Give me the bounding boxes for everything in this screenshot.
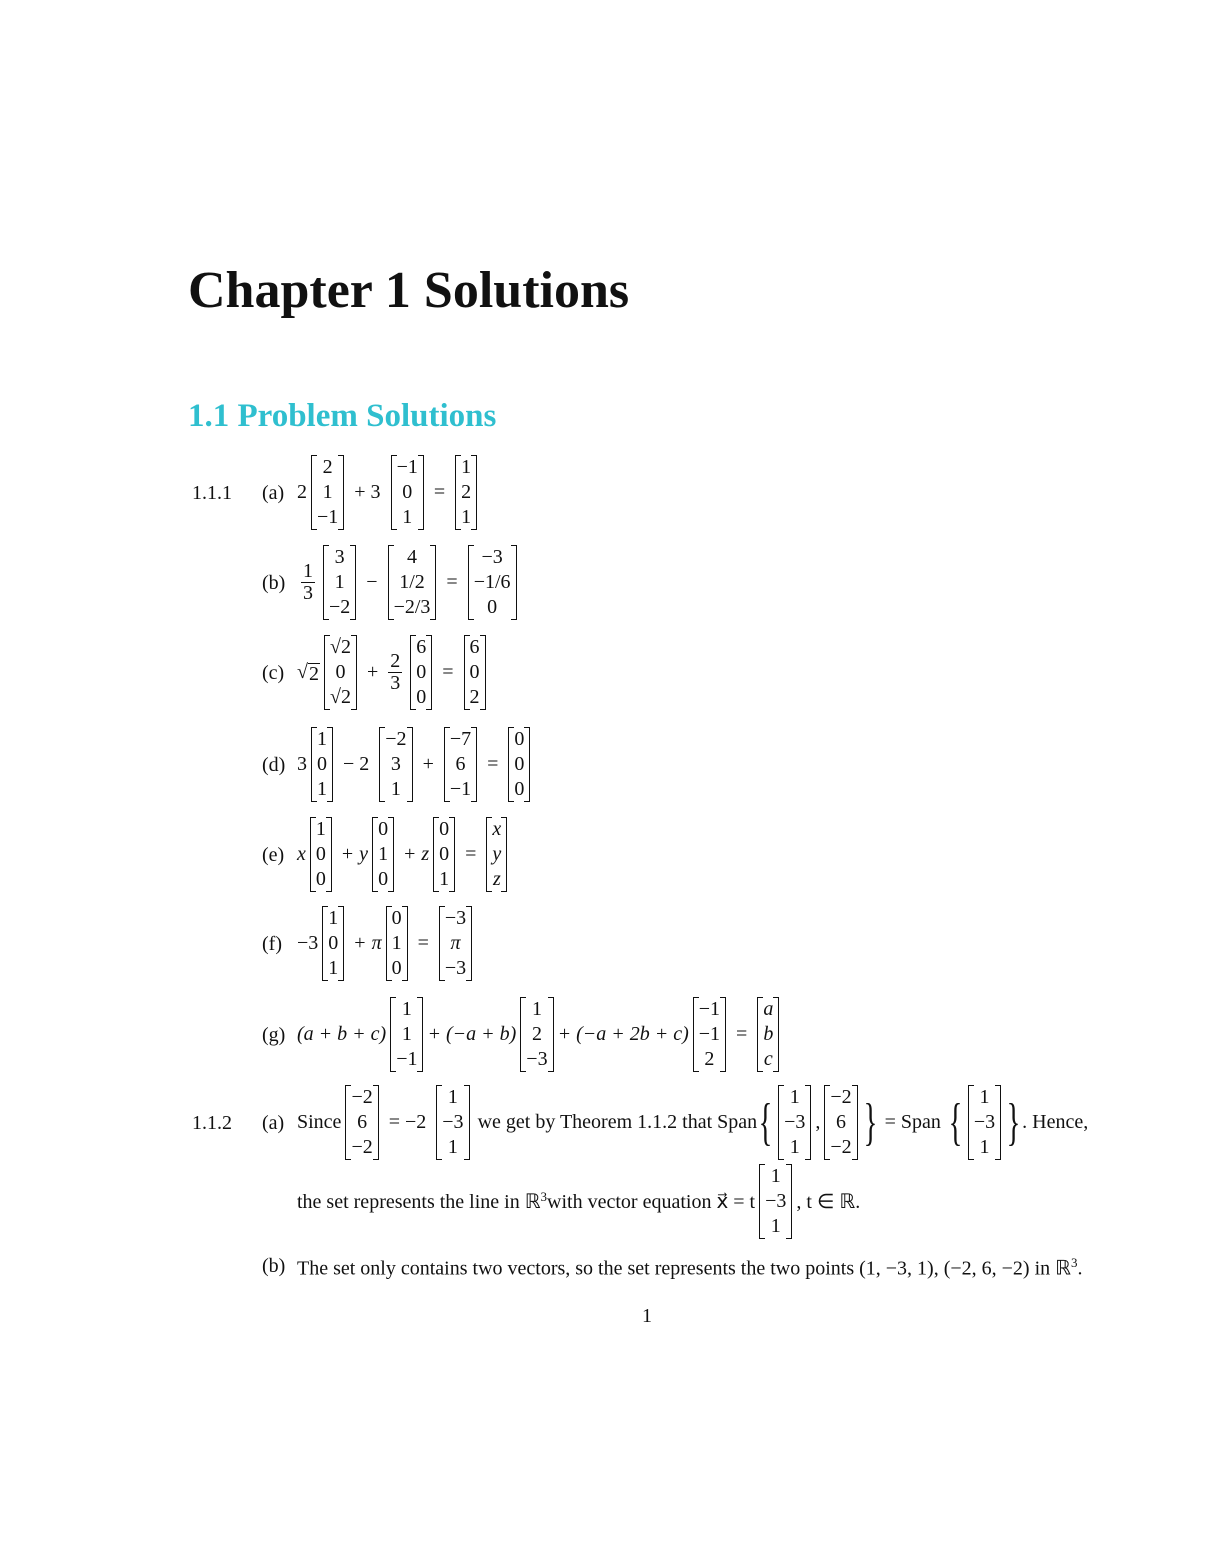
equals: = <box>433 481 446 503</box>
result-vector: 0 0 0 <box>508 727 530 802</box>
operator: + 3 <box>354 481 381 503</box>
text: we get by Theorem 1.1.2 that Span <box>477 1111 758 1133</box>
equals: = <box>442 661 454 683</box>
part-label: (c) <box>262 662 285 684</box>
vector: −1 0 1 <box>391 455 424 530</box>
result-vector: 6 0 2 <box>464 635 486 710</box>
coefficient: 3 <box>297 753 307 775</box>
equation-d <box>297 727 534 802</box>
vector: 3 1 −2 <box>323 545 356 620</box>
left-brace: { <box>948 1093 963 1151</box>
vector: √2 0 √2 <box>324 635 357 710</box>
text: . Hence, <box>1022 1111 1089 1133</box>
problem-number: 1.1.1 <box>192 482 232 504</box>
vector: −2 6 −2 <box>824 1085 857 1160</box>
vector: −2 6 −2 <box>345 1085 378 1160</box>
vector: 0 1 0 <box>372 817 394 892</box>
coefficient: + (−a + b) <box>427 1023 517 1045</box>
vector: 1 −3 1 <box>968 1085 1001 1160</box>
vector: 1 0 0 <box>310 817 332 892</box>
operator: + <box>404 843 416 865</box>
equation-c <box>297 635 490 710</box>
operator: − <box>366 571 378 593</box>
right-brace: } <box>1006 1093 1021 1151</box>
left-brace: { <box>758 1093 773 1151</box>
vector: 1 0 1 <box>311 727 333 802</box>
right-brace: } <box>863 1093 878 1151</box>
problem-number: 1.1.2 <box>192 1112 232 1134</box>
operator: = −2 <box>388 1111 427 1133</box>
result-vector: x y z <box>486 817 507 892</box>
vector: 0 0 1 <box>433 817 455 892</box>
result-vector: a b c <box>757 997 779 1072</box>
equals: = <box>736 1023 748 1045</box>
equals: = <box>417 932 429 954</box>
equals: = <box>446 571 458 593</box>
chapter-title: Chapter 1 Solutions <box>188 262 630 319</box>
vector: −2 3 1 <box>379 727 412 802</box>
coefficient: + (−a + 2b + c) <box>557 1023 689 1045</box>
vector: 1 −3 1 <box>759 1164 792 1239</box>
vector: 1 −3 1 <box>436 1085 469 1160</box>
text: the set represents the line in ℝ <box>297 1191 541 1213</box>
fraction: $\frac{1}{3}$ <box>303 560 313 604</box>
solution-text: The set only contains two vectors, so the set represents the two points (1, −3, 1), (−2, 6, −2) in ℝ$^3$. <box>297 1255 1083 1280</box>
vector: 6 0 0 <box>410 635 432 710</box>
vector: 1 −3 1 <box>778 1085 811 1160</box>
fraction: $\frac{2}{3}$ <box>390 650 401 694</box>
part-label: (e) <box>262 844 285 866</box>
part-label: (b) <box>262 572 286 594</box>
equation-b <box>297 545 521 620</box>
equals: = <box>487 753 499 775</box>
coefficient: z <box>421 843 430 865</box>
operator: − 2 <box>343 753 370 775</box>
coefficient: x <box>297 843 306 865</box>
superscript: 3 <box>540 1188 548 1204</box>
operator: + <box>354 932 366 954</box>
equation-f <box>297 906 476 981</box>
vector: 2 1 −1 <box>311 455 344 530</box>
coefficient: π <box>371 932 382 954</box>
equation-a <box>297 455 481 530</box>
operator: + <box>341 843 354 865</box>
result-vector: −3 π −3 <box>439 906 472 981</box>
vector: −1 −1 2 <box>693 997 726 1072</box>
part-label: (d) <box>262 754 286 776</box>
comma: , <box>815 1111 821 1133</box>
text: , t ∈ ℝ. <box>796 1191 861 1213</box>
part-label: (g) <box>262 1024 286 1046</box>
vector: 1 2 −3 <box>520 997 553 1072</box>
section-title: 1.1 Problem Solutions <box>188 398 497 434</box>
coefficient: (a + b + c) <box>297 1023 387 1045</box>
page-number: 1 <box>642 1305 652 1327</box>
vector: 0 1 0 <box>386 906 408 981</box>
part-label: (b) <box>262 1255 286 1277</box>
equation-112a-line2 <box>297 1164 860 1239</box>
operator: + <box>366 661 379 683</box>
vector: 1 0 1 <box>322 906 344 981</box>
text: = Span <box>884 1111 941 1133</box>
result-vector: −3 −1/6 0 <box>468 545 517 620</box>
result-vector: 1 2 1 <box>455 455 477 530</box>
part-label: (a) <box>262 1112 285 1134</box>
vector: 1 1 −1 <box>390 997 423 1072</box>
equation-e <box>297 817 511 892</box>
equation-g <box>297 997 783 1072</box>
text: Since <box>297 1111 342 1133</box>
vector: 4 1/2 −2/3 <box>388 545 437 620</box>
part-label: (a) <box>262 482 285 504</box>
coefficient: y <box>359 843 369 865</box>
coefficient: −3 <box>297 932 319 954</box>
vector: −7 6 −1 <box>444 727 477 802</box>
equation-112a-line1 <box>297 1085 1088 1160</box>
text: with vector equation x⃗ = t <box>547 1191 756 1213</box>
operator: + <box>422 753 434 775</box>
sqrt: √ 2 <box>297 661 319 685</box>
equals: = <box>465 843 477 865</box>
part-label: (f) <box>262 933 282 955</box>
coefficient: 2 <box>297 481 307 503</box>
